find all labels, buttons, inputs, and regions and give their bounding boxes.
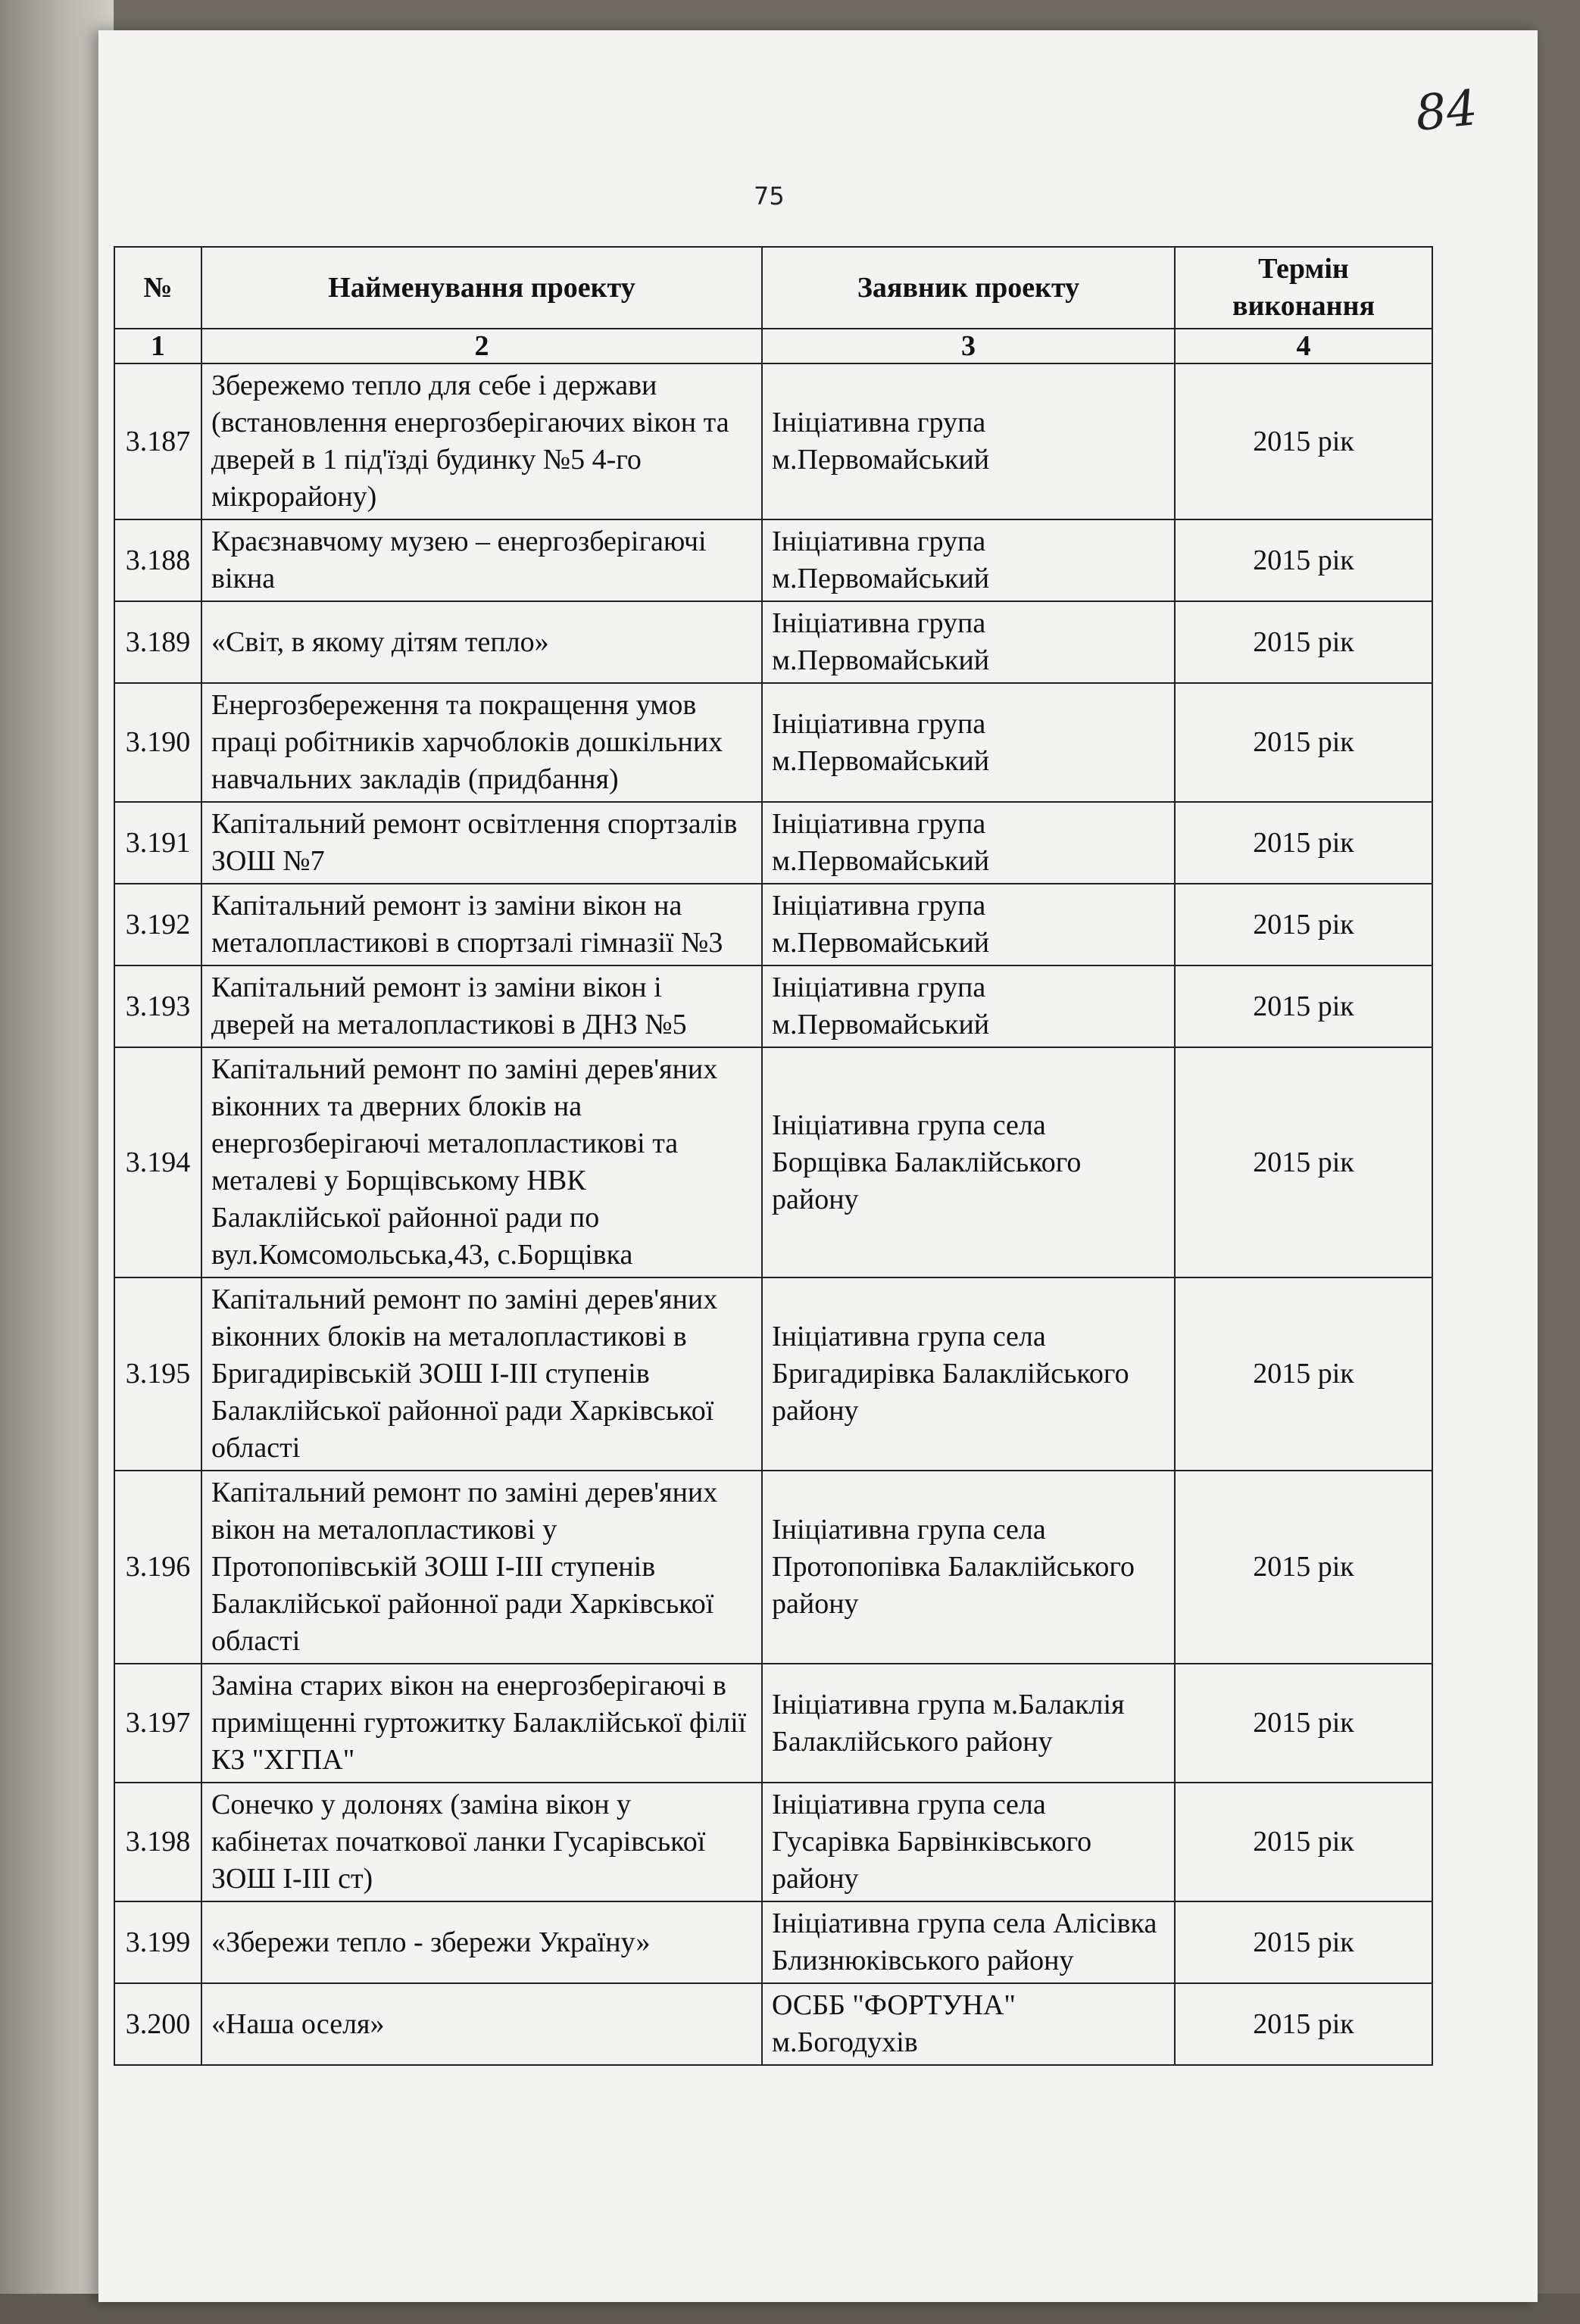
project-term: 2015 рік xyxy=(1175,884,1432,965)
column-index: 1 xyxy=(114,329,201,363)
row-number: 3.194 xyxy=(114,1047,201,1277)
row-number: 3.197 xyxy=(114,1664,201,1783)
page-number: 75 xyxy=(754,182,785,211)
project-applicant: Ініціативна група м.Первомайський xyxy=(762,363,1175,519)
row-number: 3.190 xyxy=(114,683,201,802)
project-applicant: Ініціативна група м.Балаклія Балаклійського району xyxy=(762,1664,1175,1783)
column-index: 2 xyxy=(201,329,762,363)
project-name: «Наша оселя» xyxy=(201,1983,762,2065)
row-number: 3.193 xyxy=(114,965,201,1047)
project-applicant: Ініціативна група м.Первомайський xyxy=(762,683,1175,802)
project-applicant: ОСББ "ФОРТУНА" м.Богодухів xyxy=(762,1983,1175,2065)
table-row xyxy=(114,601,1432,683)
project-name: Капітальний ремонт із заміни вікон на металопластикові в спортзалі гімназії №3 xyxy=(201,884,762,965)
header-name: Найменування проекту xyxy=(201,247,762,329)
project-applicant: Ініціативна група села Алісівка Близнюківського району xyxy=(762,1901,1175,1983)
column-index: 3 xyxy=(762,329,1175,363)
project-term: 2015 рік xyxy=(1175,363,1432,519)
row-number: 3.188 xyxy=(114,519,201,601)
project-name: Капітальний ремонт по заміні дерев'яних віконних та дверних блоків на енергозберігаючі металопластикові та металеві у Борщівському НВК Балаклійської районної ради по вул.Комсомольська,43, с.Борщівка xyxy=(201,1047,762,1277)
table-row xyxy=(114,1047,1432,1277)
table-header-row xyxy=(114,247,1432,329)
project-applicant: Ініціативна група села Гусарівка Барвінківського району xyxy=(762,1783,1175,1901)
table-body xyxy=(114,363,1432,2065)
project-term: 2015 рік xyxy=(1175,1277,1432,1471)
project-name: Енергозбереження та покращення умов праці робітників харчоблоків дошкільних навчальних закладів (придбання) xyxy=(201,683,762,802)
project-term: 2015 рік xyxy=(1175,601,1432,683)
project-table xyxy=(114,246,1433,2066)
table-row xyxy=(114,363,1432,519)
project-term: 2015 рік xyxy=(1175,519,1432,601)
scan-background-left xyxy=(0,0,114,2324)
project-name: Капітальний ремонт освітлення спортзалів ЗОШ №7 xyxy=(201,802,762,884)
project-term: 2015 рік xyxy=(1175,1983,1432,2065)
table-row xyxy=(114,1901,1432,1983)
project-term: 2015 рік xyxy=(1175,1783,1432,1901)
table-row xyxy=(114,884,1432,965)
project-applicant: Ініціативна група м.Первомайський xyxy=(762,884,1175,965)
table-row xyxy=(114,519,1432,601)
column-index-row xyxy=(114,329,1432,363)
project-name: «Світ, в якому дітям тепло» xyxy=(201,601,762,683)
project-applicant: Ініціативна група м.Первомайський xyxy=(762,802,1175,884)
project-term: 2015 рік xyxy=(1175,1901,1432,1983)
row-number: 3.196 xyxy=(114,1471,201,1664)
project-name: Краєзнавчому музею – енергозберігаючі вікна xyxy=(201,519,762,601)
project-applicant: Ініціативна група села Протопопівка Балаклійського району xyxy=(762,1471,1175,1664)
row-number: 3.189 xyxy=(114,601,201,683)
project-term: 2015 рік xyxy=(1175,1471,1432,1664)
header-num: № xyxy=(114,247,201,329)
project-name: Збережемо тепло для себе і держави (встановлення енергозберігаючих вікон та дверей в 1 під'їзді будинку №5 4-го мікрорайону) xyxy=(201,363,762,519)
row-number: 3.200 xyxy=(114,1983,201,2065)
table-row xyxy=(114,802,1432,884)
table-row xyxy=(114,1983,1432,2065)
table-row xyxy=(114,965,1432,1047)
project-applicant: Ініціативна група м.Первомайський xyxy=(762,519,1175,601)
project-name: Капітальний ремонт по заміні дерев'яних віконних блоків на металопластикові в Бригадирівській ЗОШ I-III ступенів Балаклійської районної ради Харківської області xyxy=(201,1277,762,1471)
project-applicant: Ініціативна група села Бригадирівка Балаклійського району xyxy=(762,1277,1175,1471)
table-row xyxy=(114,1471,1432,1664)
project-name: Капітальний ремонт із заміни вікон і дверей на металопластикові в ДНЗ №5 xyxy=(201,965,762,1047)
project-term: 2015 рік xyxy=(1175,965,1432,1047)
project-applicant: Ініціативна група м.Первомайський xyxy=(762,601,1175,683)
table-row xyxy=(114,1783,1432,1901)
row-number: 3.195 xyxy=(114,1277,201,1471)
handwritten-page-number: 84 xyxy=(1412,80,1480,143)
project-applicant: Ініціативна група м.Первомайський xyxy=(762,965,1175,1047)
project-name: Капітальний ремонт по заміні дерев'яних вікон на металопластикові у Протопопівській ЗОШ I-III ступенів Балаклійської районної ради Харківської області xyxy=(201,1471,762,1664)
header-term: Термін виконання xyxy=(1175,247,1432,329)
row-number: 3.198 xyxy=(114,1783,201,1901)
project-term: 2015 рік xyxy=(1175,1664,1432,1783)
column-index: 4 xyxy=(1175,329,1432,363)
table-row xyxy=(114,1664,1432,1783)
project-name: Заміна старих вікон на енергозберігаючі в приміщенні гуртожитку Балаклійської філії КЗ "ХГПА" xyxy=(201,1664,762,1783)
project-name: Сонечко у долонях (заміна вікон у кабінетах початкової ланки Гусарівської ЗОШ I-III ст) xyxy=(201,1783,762,1901)
document-page xyxy=(98,30,1538,2302)
row-number: 3.192 xyxy=(114,884,201,965)
row-number: 3.199 xyxy=(114,1901,201,1983)
header-applicant: Заявник проекту xyxy=(762,247,1175,329)
table-row xyxy=(114,1277,1432,1471)
project-term: 2015 рік xyxy=(1175,683,1432,802)
row-number: 3.191 xyxy=(114,802,201,884)
project-term: 2015 рік xyxy=(1175,802,1432,884)
row-number: 3.187 xyxy=(114,363,201,519)
project-name: «Збережи тепло - збережи Україну» xyxy=(201,1901,762,1983)
project-applicant: Ініціативна група села Борщівка Балаклійського району xyxy=(762,1047,1175,1277)
project-term: 2015 рік xyxy=(1175,1047,1432,1277)
table-row xyxy=(114,683,1432,802)
